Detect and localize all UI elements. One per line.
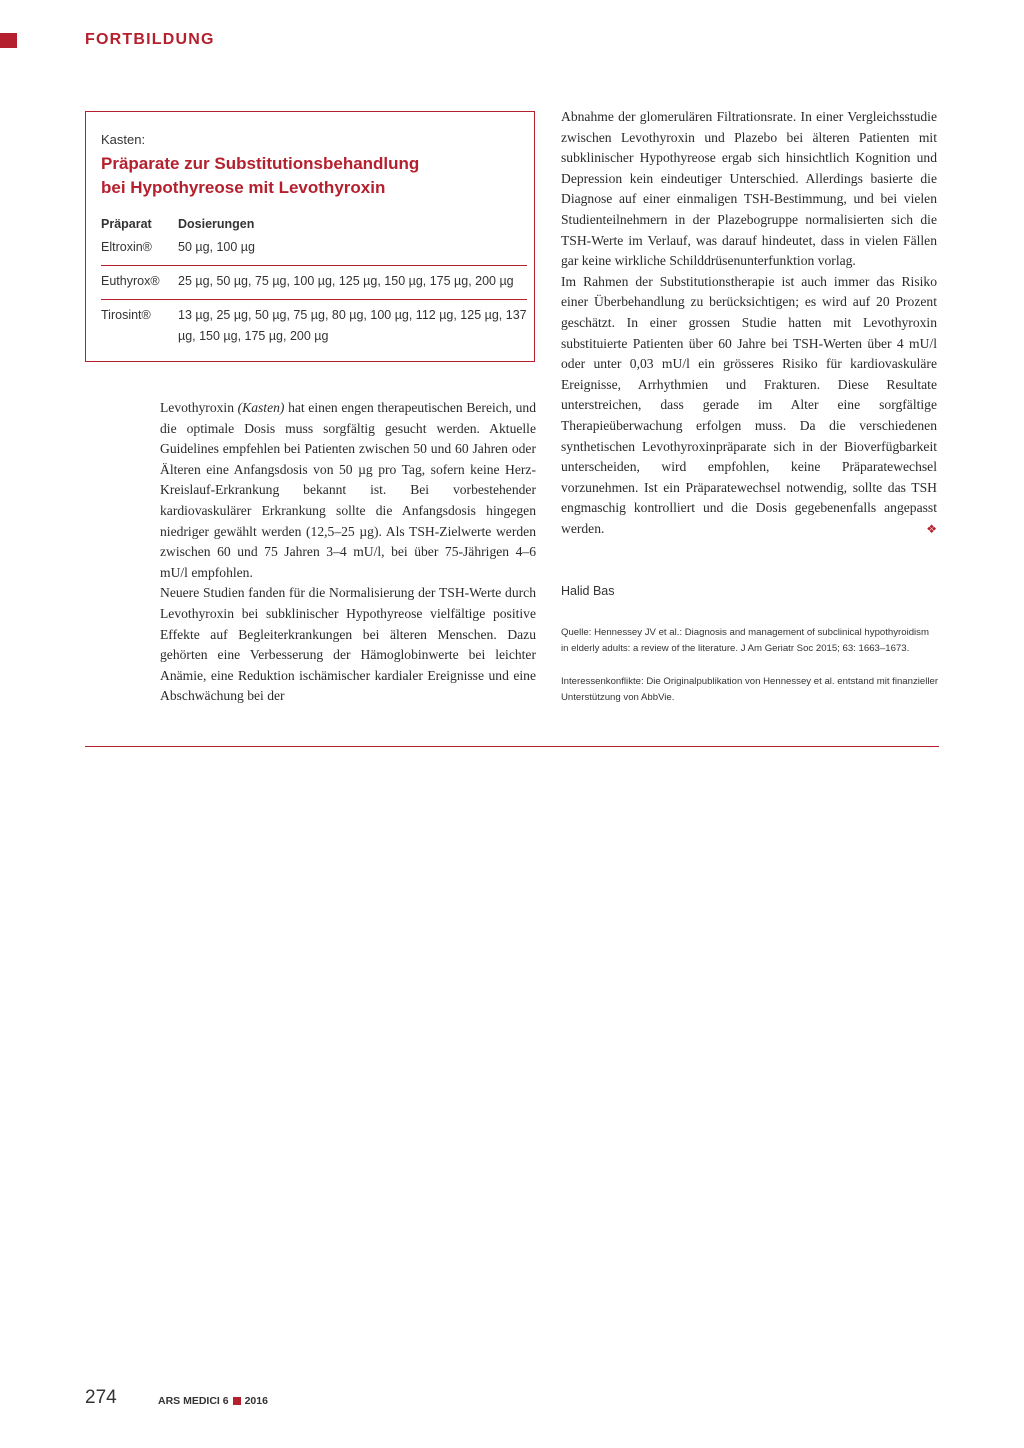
divider (85, 746, 939, 747)
box-title-line-2: bei Hypothyreose mit Levothyroxin (101, 178, 386, 197)
right-text-column (561, 107, 937, 539)
paragraph-start: Levothyroxin (160, 400, 238, 415)
box-title-line-1: Präparate zur Substitutionsbehandlung (101, 154, 420, 173)
product-doses: 13 µg, 25 µg, 50 µg, 75 µg, 80 µg, 100 µg, 112 µg, 125 µg, 137 µg, 150 µg, 175 µg, 200 µg (178, 308, 527, 343)
paragraph: Abnahme der glomerulären Filtrationsrate. In einer Vergleichsstudie zwischen Levothyroxin und Plazebo bei älteren Patienten mit subklinischer Hypothyreose ergab sich hinsichtlich Kognition und Depression kein eindeutiger Unterschied. Allerdings basierte die Diagnose auf einer einmaligen TSH-Bestimmung, und bei vielen Studienteilnehmern in der Plazebogruppe normalisierten sich die TSH-Werte im Verlauf, was darauf hindeutet, dass in vielen Fällen gar keine wirkliche Schilddrüsenunterfunktion vorlag. (561, 109, 937, 269)
paragraph (561, 272, 937, 540)
end-mark-icon: ❖ (926, 521, 937, 536)
source-note: Quelle: Hennessey JV et al.: Diagnosis and management of subclinical hypothyroidism in elderly adults: a review of the literature. J Am Geriatr Soc 2015; 63: 1663–1673. (561, 627, 929, 654)
column-header-product: Präparat (101, 217, 152, 231)
separator-square-icon (233, 1397, 241, 1405)
table-header (101, 213, 527, 235)
product-name: Tirosint® (101, 308, 151, 322)
info-box (85, 111, 535, 362)
journal-info (158, 1395, 268, 1407)
journal-year: 2016 (244, 1395, 268, 1407)
paragraph (160, 398, 536, 583)
author: Halid Bas (561, 584, 615, 598)
dosage-table (101, 213, 527, 354)
left-text-column (160, 398, 536, 707)
paragraph-text: Im Rahmen der Substitutionstherapie ist auch immer das Risiko einer Überbehandlung zu berücksichtigen; es wird auf 20 Prozent geschätzt. In einer grossen Studie hatten mit Levothyroxin substituierte Patienten über 60 Jahre bei TSH-Werten über 4 mU/l oder unter 0,03 mU/l ein grösseres Risiko für kardiovaskuläre Ereignisse, Arrhythmien und Frakturen. Diese Resultate unterstreichen, dass gerade im Alter eine sorgfältige Therapieüberwachung erfolgen muss. Da die verschiedenen synthetischen Levothyroxinpräparate sich in der Bioverfügbarkeit unterscheiden, wird empfohlen, keine Präparatewechsel vorzunehmen. Ist ein Präparatewechsel notwendig, sollte das TSH engmaschig kontrolliert und die Dosis gegebenenfalls angepasst werden. (561, 273, 937, 536)
box-title (101, 152, 521, 200)
journal-name: ARS MEDICI 6 (158, 1395, 229, 1407)
box-label: Kasten: (101, 132, 146, 147)
section-marker (0, 33, 17, 48)
table-row (101, 235, 527, 265)
column-header-doses: Dosierungen (178, 217, 255, 231)
table-row (101, 299, 527, 354)
section-label: FORTBILDUNG (85, 31, 215, 48)
page-number: 274 (85, 1387, 117, 1408)
product-doses: 50 µg, 100 µg (178, 240, 255, 254)
product-doses: 25 µg, 50 µg, 75 µg, 100 µg, 125 µg, 150 µg, 175 µg, 200 µg (178, 274, 514, 288)
product-name: Euthyrox® (101, 274, 160, 288)
box-reference: (Kasten) (237, 400, 285, 415)
paragraph: Neuere Studien fanden für die Normalisierung der TSH-Werte durch Levothyroxin bei subklinischer Hypothyreose vielfältige positive Effekte auf Begleiterkrankungen bei älteren Menschen. Dazu gehörten eine Verbesserung der Hämoglobinwerte bei leichter Anämie, eine Reduktion ischämischer kardialer Ereignisse und eine Abschwächung bei der (160, 585, 536, 704)
product-name: Eltroxin® (101, 240, 152, 254)
conflict-note: Interessenkonflikte: Die Originalpublikation von Hennessey et al. entstand mit finanzieller Unterstützung von AbbVie. (561, 676, 939, 703)
table-row (101, 265, 527, 299)
paragraph-rest: hat einen engen therapeutischen Bereich, und die optimale Dosis muss sorgfältig gesucht werden. Aktuelle Guidelines empfehlen bei Patienten zwischen 50 und 60 Jahren oder Älteren eine Anfangsdosis von 50 µg pro Tag, sofern keine Herz-Kreislauf-Erkrankung bekannt ist. Bei vorbestehender kardiovaskulärer Erkrankung sollte die Anfangsdosis hingegen niedriger gewählt werden (12,5–25 µg). Als TSH-Zielwerte werden zwischen 60 und 75 Jahren 3–4 mU/l, bei über 75-Jährigen 4–6 mU/l empfohlen. (160, 400, 537, 580)
